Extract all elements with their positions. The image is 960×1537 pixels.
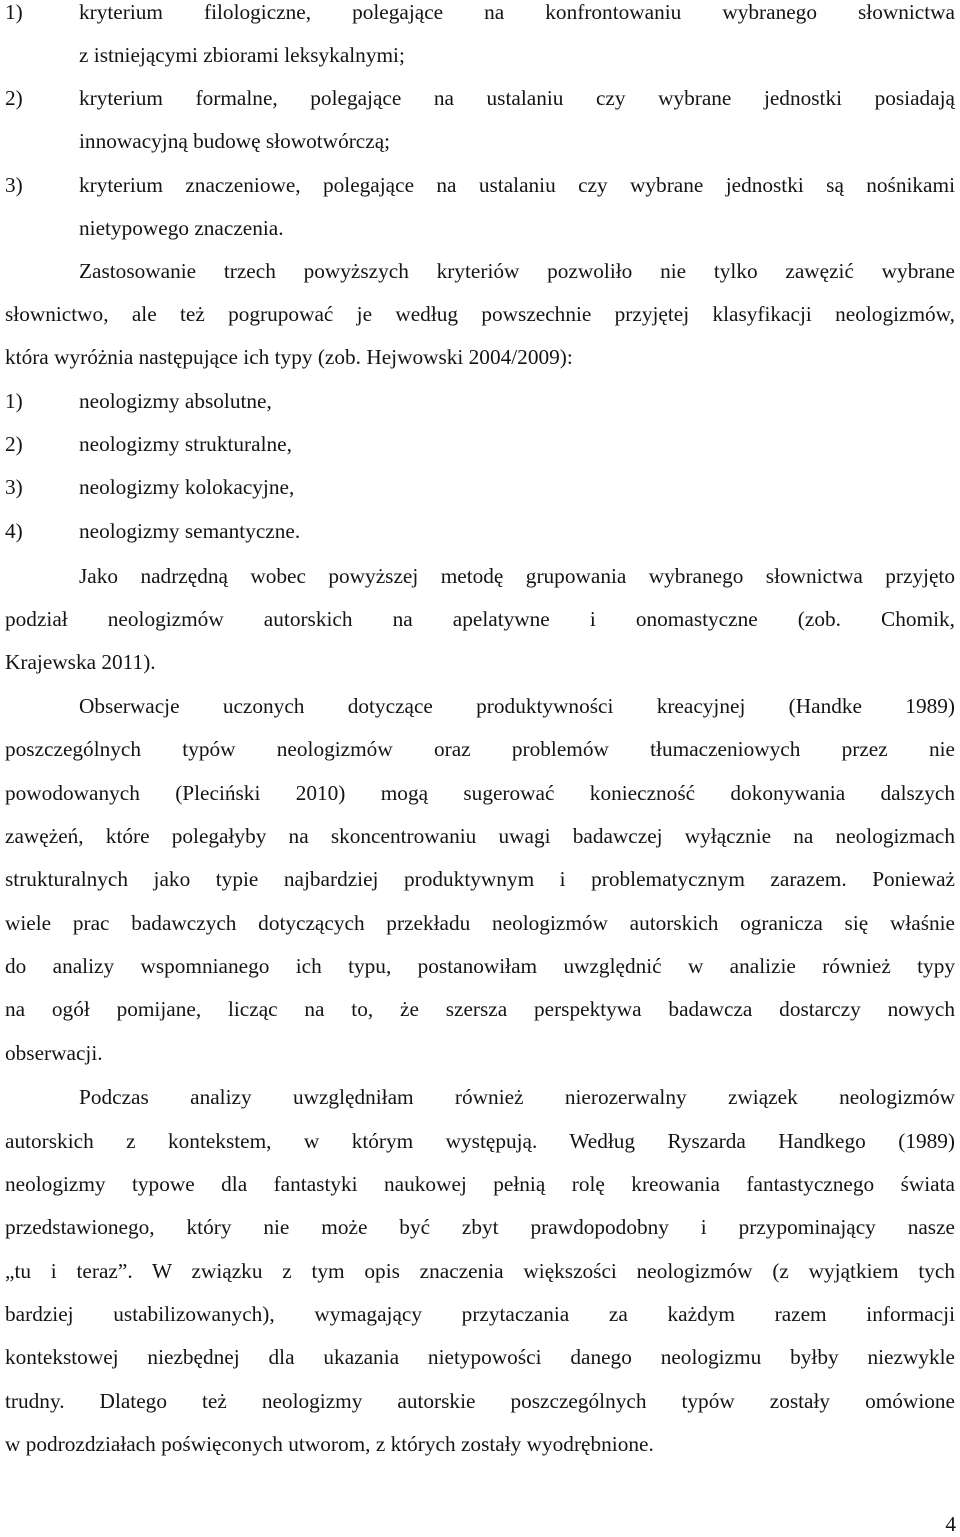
paragraph-line: w podrozdziałach poświęconych utworom, z których zostały wyodrębnione.	[5, 1432, 654, 1456]
list-number: 2)	[5, 432, 23, 456]
paragraph-line: wiele prac badawczych dotyczących przekładu neologizmów autorskich ogranicza się właśnie	[5, 911, 955, 935]
list-number: 2)	[5, 86, 23, 110]
paragraph-line: Zastosowanie trzech powyższych kryteriów pozwoliło nie tylko zawęzić wybrane	[79, 259, 955, 283]
paragraph-line: Obserwacje uczonych dotyczące produktywności kreacyjnej (Handke 1989)	[79, 694, 955, 718]
list-number: 3)	[5, 475, 23, 499]
list-number: 1)	[5, 389, 23, 413]
list-item-line: neologizmy kolokacyjne,	[79, 475, 295, 499]
paragraph-line: przedstawionego, który nie może być zbyt prawdopodobny i przypominający nasze	[5, 1215, 955, 1239]
list-item-line: neologizmy strukturalne,	[79, 432, 292, 456]
paragraph-line: Podczas analizy uwzględniłam również nierozerwalny związek neologizmów	[79, 1085, 955, 1109]
list-item-line: z istniejącymi zbiorami leksykalnymi;	[79, 43, 405, 67]
page-number: 4	[945, 1512, 956, 1536]
list-number: 4)	[5, 519, 23, 543]
paragraph-line: kontekstowej niezbędnej dla ukazania nietypowości danego neologizmu byłby niezwykle	[5, 1345, 955, 1369]
list-item-line: kryterium znaczeniowe, polegające na ustalaniu czy wybrane jednostki są nośnikami	[79, 173, 955, 197]
paragraph-line: powodowanych (Pleciński 2010) mogą sugerować konieczność dokonywania dalszych	[5, 781, 955, 805]
paragraph-line: neologizmy typowe dla fantastyki naukowej pełnią rolę kreowania fantastycznego świata	[5, 1172, 955, 1196]
paragraph-line: Krajewska 2011).	[5, 650, 156, 674]
paragraph-line: strukturalnych jako typie najbardziej produktywnym i problematycznym zarazem. Ponieważ	[5, 867, 955, 891]
list-number: 1)	[5, 0, 23, 24]
paragraph-line: trudny. Dlatego też neologizmy autorskie poszczególnych typów zostały omówione	[5, 1389, 955, 1413]
list-item-line: kryterium filologiczne, polegające na konfrontowaniu wybranego słownictwa	[79, 0, 955, 24]
paragraph-line: „tu i teraz”. W związku z tym opis znaczenia większości neologizmów (z wyjątkiem tych	[5, 1259, 955, 1283]
paragraph-line: obserwacji.	[5, 1041, 103, 1065]
paragraph-line: zawężeń, które polegałyby na skoncentrowaniu uwagi badawczej wyłącznie na neologizmach	[5, 824, 955, 848]
paragraph-line: na ogół pomijane, licząc na to, że szersza perspektywa badawcza dostarczy nowych	[5, 997, 955, 1021]
paragraph-line: podział neologizmów autorskich na apelatywne i onomastyczne (zob. Chomik,	[5, 607, 955, 631]
list-item-line: nietypowego znaczenia.	[79, 216, 284, 240]
list-item-line: neologizmy absolutne,	[79, 389, 272, 413]
list-item-line: kryterium formalne, polegające na ustalaniu czy wybrane jednostki posiadają	[79, 86, 955, 110]
paragraph-line: poszczególnych typów neologizmów oraz problemów tłumaczeniowych przez nie	[5, 737, 955, 761]
paragraph-line: która wyróżnia następujące ich typy (zob. Hejwowski 2004/2009):	[5, 345, 573, 369]
paragraph-line: słownictwo, ale też pogrupować je według powszechnie przyjętej klasyfikacji neologizmów,	[5, 302, 955, 326]
list-number: 3)	[5, 173, 23, 197]
paragraph-line: Jako nadrzędną wobec powyższej metodę grupowania wybranego słownictwa przyjęto	[79, 564, 955, 588]
list-item-line: neologizmy semantyczne.	[79, 519, 301, 543]
paragraph-line: autorskich z kontekstem, w którym występują. Według Ryszarda Handkego (1989)	[5, 1129, 955, 1153]
paragraph-line: bardziej ustabilizowanych), wymagający przytaczania za każdym razem informacji	[5, 1302, 955, 1326]
paragraph-line: do analizy wspomnianego ich typu, postanowiłam uwzględnić w analizie również typy	[5, 954, 955, 978]
list-item-line: innowacyjną budowę słowotwórczą;	[79, 129, 391, 153]
